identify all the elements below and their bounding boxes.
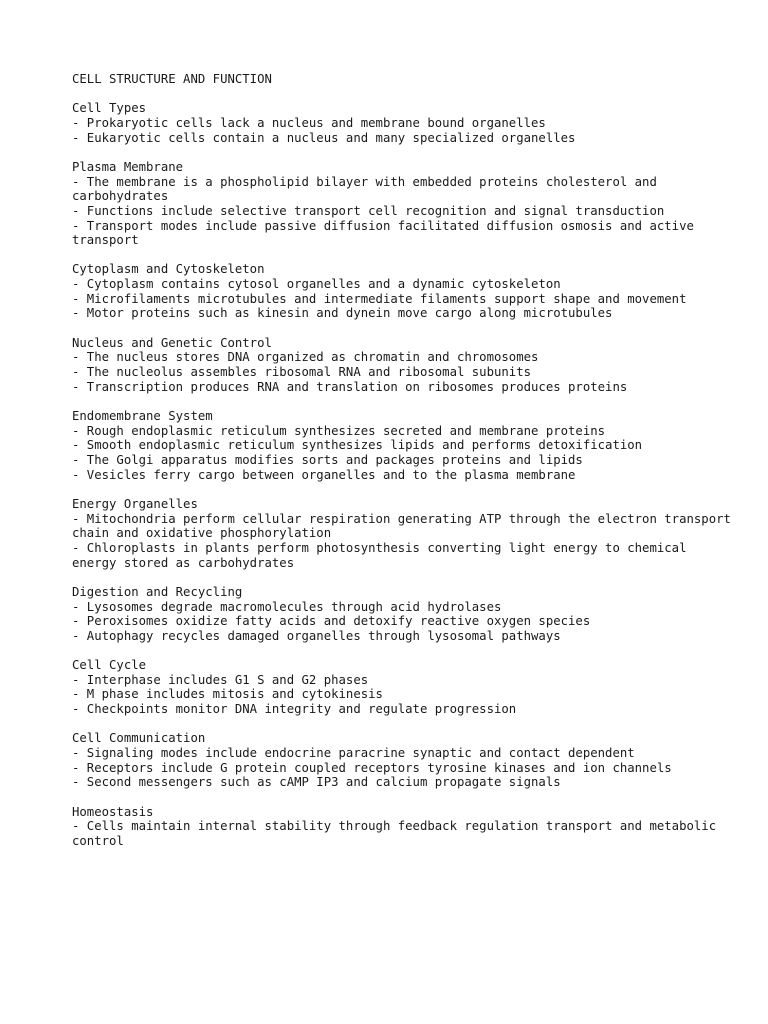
bullet-item: - Second messengers such as cAMP IP3 and calcium propagate signals — [72, 775, 561, 790]
section-homeostasis — [72, 805, 732, 849]
bullet-item: - Signaling modes include endocrine paracrine synaptic and contact dependent — [72, 746, 635, 761]
document-page — [72, 72, 739, 863]
section-energy-organelles — [72, 496, 739, 570]
section-cell-communication — [72, 731, 732, 790]
bullet-item: - Receptors include G protein coupled receptors tyrosine kinases and ion channels — [72, 760, 672, 775]
section-endomembrane-system — [72, 409, 732, 482]
section-heading: Endomembrane System — [72, 409, 213, 424]
bullet-item: - Mitochondria perform cellular respiration generating ATP through the electron transport chain and oxidative phosphorylation — [72, 511, 739, 541]
section-heading: Homeostasis — [72, 804, 154, 819]
section-heading: Plasma Membrane — [72, 159, 184, 174]
section-heading: Nucleus and Genetic Control — [72, 335, 272, 350]
bullet-item: - Chloroplasts in plants perform photosynthesis converting light energy to chemical energy stored as carbohydrates — [72, 540, 694, 570]
bullet-item: - Cells maintain internal stability through feedback regulation transport and metabolic control — [72, 819, 724, 848]
bullet-item: - Transport modes include passive diffusion facilitated diffusion osmosis and active transport — [72, 218, 702, 248]
section-cell-types — [72, 101, 732, 145]
document-title: CELL STRUCTURE AND FUNCTION — [72, 72, 272, 86]
section-digestion-recycling — [72, 585, 732, 644]
section-heading: Cell Communication — [72, 731, 206, 746]
bullet-item: - The Golgi apparatus modifies sorts and packages proteins and lipids — [72, 452, 583, 467]
bullet-item: - Prokaryotic cells lack a nucleus and membrane bound organelles — [72, 115, 546, 130]
bullet-item: - Interphase includes G1 S and G2 phases — [72, 672, 369, 687]
bullet-item: - Smooth endoplasmic reticulum synthesizes lipids and performs detoxification — [72, 438, 643, 453]
bullet-item: - Cytoplasm contains cytosol organelles and a dynamic cytoskeleton — [72, 277, 561, 292]
bullet-item: - Eukaryotic cells contain a nucleus and many specialized organelles — [72, 130, 576, 145]
bullet-item: - Microfilaments microtubules and intermediate filaments support shape and movement — [72, 291, 687, 306]
bullet-item: - Vesicles ferry cargo between organelles and to the plasma membrane — [72, 467, 576, 482]
section-cell-cycle — [72, 658, 732, 717]
section-cytoplasm-cytoskeleton — [72, 262, 732, 321]
section-heading: Energy Organelles — [72, 496, 198, 511]
bullet-item: - The nucleus stores DNA organized as chromatin and chromosomes — [72, 350, 539, 365]
bullet-item: - The nucleolus assembles ribosomal RNA and ribosomal subunits — [72, 365, 532, 380]
section-heading: Cell Cycle — [72, 658, 147, 673]
section-nucleus-genetic-control — [72, 336, 732, 395]
bullet-item: - Transcription produces RNA and translation on ribosomes produces proteins — [72, 379, 628, 394]
bullet-item: - Functions include selective transport cell recognition and signal transduction — [72, 203, 665, 218]
section-heading: Cell Types — [72, 101, 147, 116]
bullet-item: - Autophagy recycles damaged organelles through lysosomal pathways — [72, 628, 561, 643]
section-heading: Digestion and Recycling — [72, 584, 243, 599]
bullet-item: - Motor proteins such as kinesin and dynein move cargo along microtubules — [72, 306, 613, 321]
bullet-item: - M phase includes mitosis and cytokinesis — [72, 687, 383, 702]
bullet-item: - Checkpoints monitor DNA integrity and regulate progression — [72, 702, 517, 717]
section-heading: Cytoplasm and Cytoskeleton — [72, 262, 265, 277]
bullet-item: - The membrane is a phospholipid bilayer with embedded proteins cholesterol and carbohydrates — [72, 174, 665, 204]
section-plasma-membrane — [72, 160, 732, 248]
bullet-item: - Peroxisomes oxidize fatty acids and detoxify reactive oxygen species — [72, 614, 591, 629]
bullet-item: - Lysosomes degrade macromolecules through acid hydrolases — [72, 599, 502, 614]
bullet-item: - Rough endoplasmic reticulum synthesizes secreted and membrane proteins — [72, 423, 606, 438]
